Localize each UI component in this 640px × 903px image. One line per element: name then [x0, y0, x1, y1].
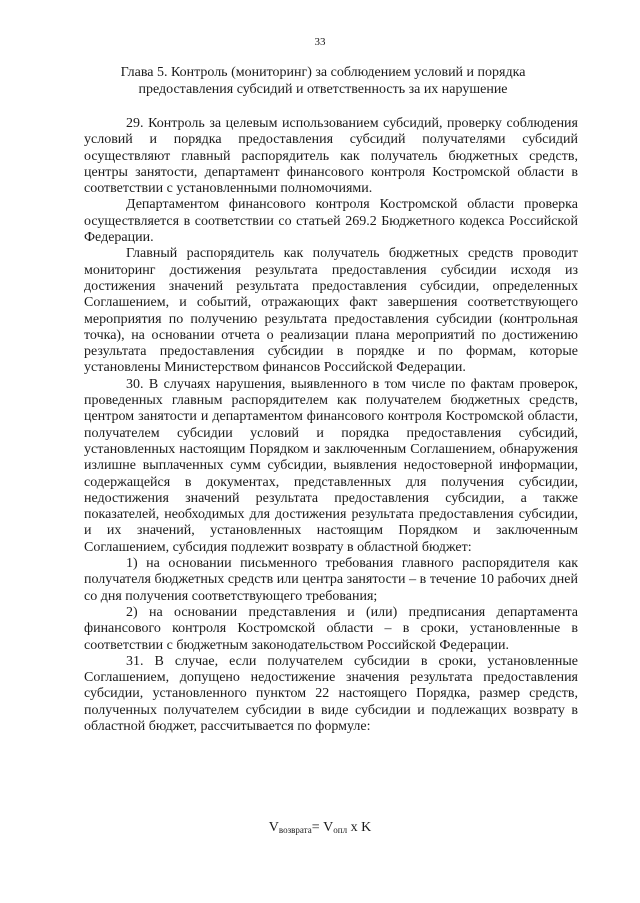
- paragraph-29: 29. Контроль за целевым использованием субсидий, проверку соблюдения условий и порядка предоставления субсидий получателями субсидий осуществляют главный распорядитель как получатель бюджетных средств, центры занятости, департамент финансового контроля Костромской области в соответствии с установленными полномочиями.: [84, 116, 578, 197]
- paragraph-30-item-2: 2) на основании представления и (или) предписания департамента финансового контроля Костромской области – в сроки, установленные в соответствии с бюджетным законодательством Российской Федерации.: [84, 604, 578, 653]
- formula-lhs: V: [268, 820, 279, 835]
- refund-formula: [0, 820, 640, 836]
- formula-equals: =: [311, 820, 324, 835]
- paragraph-30: 30. В случаях нарушения, выявленного в том числе по фактам проверок, проведенных главным распорядителем как получателем бюджетных средств, центром занятости и департаментом финансового контроля Костромской области, получателем субсидии условий и порядка предоставления субсидий, установленных настоящим Порядком и заключенным Соглашением, обнаружения излишне выплаченных сумм субсидии, выявления недостоверной информации, содержащейся в документах, представленных для получения субсидии, недостижения значений результата предоставления субсидии, а также показателей, необходимых для достижения результата предоставления субсидии, и их значений, установленных настоящим Порядком и заключенным Соглашением, субсидия подлежит возврату в областной бюджет:: [84, 376, 578, 555]
- chapter-title: [80, 64, 566, 98]
- paragraph-control-department: Департаментом финансового контроля Костромской области проверка осуществляется в соответствии со статьей 269.2 Бюджетного кодекса Российской Федерации.: [84, 197, 578, 246]
- paragraph-30-item-1: 1) на основании письменного требования главного распорядителя как получателя бюджетных средств или центра занятости – в течение 10 рабочих дней со дня получения соответствующего требования;: [84, 556, 578, 604]
- document-body: [84, 116, 578, 735]
- formula-rest: x K: [347, 820, 372, 835]
- paragraph-31: 31. В случае, если получателем субсидии в сроки, установленные Соглашением, допущено недостижение значения результата предоставления субсидии, установленного пунктом 22 настоящего Порядка, размер средств, полученных получателем субсидии в виде субсидии и подлежащих возврату в областной бюджет, рассчитывается по формуле:: [84, 653, 578, 734]
- formula-rhs-subscript: опл: [333, 825, 348, 835]
- chapter-title-line-2: предоставления субсидий и ответственность за их нарушение: [138, 82, 508, 97]
- formula-lhs-subscript: возврата: [278, 825, 312, 835]
- chapter-title-line-1: Глава 5. Контроль (мониторинг) за соблюдением условий и порядка: [120, 65, 526, 80]
- formula-rhs: V: [323, 820, 334, 835]
- page-number: 33: [314, 36, 326, 48]
- paragraph-monitoring: Главный распорядитель как получатель бюджетных средств проводит мониторинг достижения результата предоставления субсидии исходя из достижения значений результата предоставления субсидии, определенных Соглашением, и событий, отражающих факт завершения соответствующего мероприятия по получению результата предоставления субсидии (контрольная точка), на основании отчета о реализации плана мероприятий по достижению результата предоставления субсидии в порядке и по формам, которые установлены Министерством финансов Российской Федерации.: [84, 246, 578, 376]
